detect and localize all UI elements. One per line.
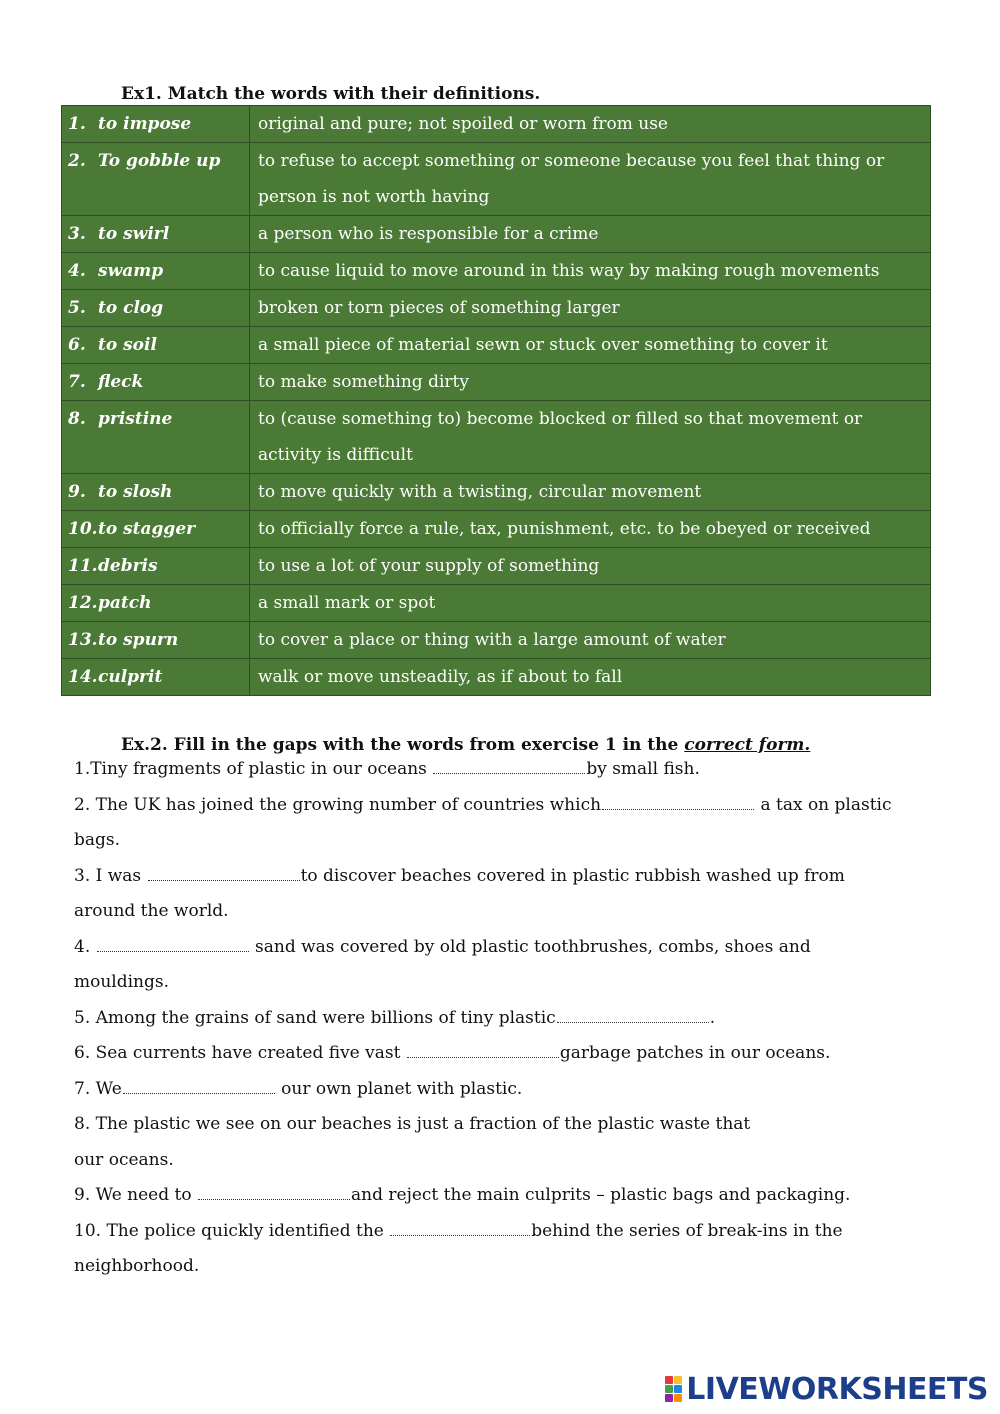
sentence-text: 1.Tiny fragments of plastic in our oceans (74, 759, 433, 779)
vocab-word: to spurn (98, 630, 179, 650)
table-row (62, 106, 931, 143)
liveworksheets-logo (665, 1372, 988, 1406)
logo-text: LIVEWORKSHEETS (686, 1371, 988, 1407)
definition: to make something dirty (250, 364, 931, 401)
sentence-text: behind the series of break-ins in the neighborhood. (74, 1220, 843, 1276)
gap-fill-sentences (74, 752, 904, 1285)
vocab-word: swamp (98, 261, 164, 281)
vocab-word: to impose (98, 114, 192, 134)
vocab-word-cell (62, 143, 250, 216)
sentence-7 (74, 1072, 904, 1108)
sentence-4 (74, 930, 904, 1001)
definition: to (cause something to) become blocked or filled so that movement or activity is difficult (250, 401, 931, 474)
table-row (62, 585, 931, 622)
vocab-word-cell (62, 253, 250, 290)
answer-gap-3[interactable] (148, 860, 300, 881)
vocab-word-cell (62, 585, 250, 622)
item-number: 9. (68, 482, 86, 502)
sentence-text: 2. The UK has joined the growing number of countries which (74, 794, 602, 815)
table-row (62, 401, 931, 474)
sentence-text: sand was covered by old plastic toothbrushes, combs, shoes and mouldings. (74, 936, 811, 992)
definition: a small mark or spot (250, 585, 931, 622)
sentence-2 (74, 788, 904, 859)
vocab-word: to slosh (98, 482, 173, 502)
sentence-text: 4. (74, 936, 96, 957)
table-row (62, 622, 931, 659)
answer-gap-7[interactable] (123, 1073, 275, 1094)
vocab-word-cell (62, 216, 250, 253)
definition: walk or move unsteadily, as if about to fall (250, 659, 931, 696)
table-row (62, 143, 931, 216)
item-number: 1. (68, 114, 86, 134)
vocab-word-cell (62, 290, 250, 327)
item-number: 2. (68, 151, 86, 171)
vocab-word-cell (62, 622, 250, 659)
vocab-word-cell (62, 401, 250, 474)
matching-table (61, 105, 931, 696)
answer-gap-10[interactable] (390, 1215, 530, 1236)
definition: broken or torn pieces of something larger (250, 290, 931, 327)
table-row (62, 659, 931, 696)
sentence-text: garbage patches in our oceans. (559, 1043, 831, 1063)
sentence-text: a tax on plastic bags. (74, 794, 892, 850)
definition: a person who is responsible for a crime (250, 216, 931, 253)
sentence-text: our oceans. (74, 1149, 174, 1170)
sentence-text: and reject the main culprits – plastic bags and packaging. (351, 1185, 851, 1205)
sentence-3 (74, 859, 904, 930)
vocab-word-cell (62, 106, 250, 143)
answer-gap-9[interactable] (198, 1179, 350, 1200)
table-row (62, 548, 931, 585)
vocab-word: to stagger (98, 519, 196, 539)
definition: to cause liquid to move around in this way by making rough movements (250, 253, 931, 290)
sentence-1 (74, 752, 904, 788)
item-number: 13. (68, 630, 98, 650)
sentence-8 (74, 1107, 904, 1178)
vocab-word-cell (62, 548, 250, 585)
answer-gap-6[interactable] (407, 1037, 559, 1058)
vocab-word: to clog (98, 298, 164, 318)
table-row (62, 364, 931, 401)
table-row (62, 327, 931, 364)
table-row (62, 253, 931, 290)
vocab-word-cell (62, 511, 250, 548)
exercise-2-title-emphasis: correct form. (684, 735, 811, 755)
sentence-text: our own planet with plastic. (275, 1078, 523, 1099)
item-number: 7. (68, 372, 86, 392)
sentence-text: to discover beaches covered in plastic rubbish washed up from around the world. (74, 865, 845, 921)
vocab-word: to soil (98, 335, 157, 355)
vocab-word: to swirl (98, 224, 170, 244)
exercise-1-title: Ex1. Match the words with their definitions. (121, 84, 541, 104)
table-row (62, 474, 931, 511)
sentence-text: 7. We (74, 1078, 122, 1099)
answer-gap-5[interactable] (557, 1002, 709, 1023)
sentence-text: 8. The plastic we see on our beaches is just a fraction of the plastic waste that (74, 1114, 751, 1134)
sentence-9 (74, 1178, 904, 1214)
table-row (62, 290, 931, 327)
answer-gap-4[interactable] (97, 931, 249, 952)
definition: a small piece of material sewn or stuck over something to cover it (250, 327, 931, 364)
definition: to officially force a rule, tax, punishment, etc. to be obeyed or received (250, 511, 931, 548)
sentence-text: 9. We need to (74, 1185, 198, 1205)
vocab-word: pristine (98, 409, 173, 429)
item-number: 10. (68, 519, 98, 539)
sentence-text: 5. Among the grains of sand were billions of tiny plastic (74, 1007, 556, 1028)
answer-gap-2[interactable] (602, 789, 754, 810)
sentence-text: 3. I was (74, 865, 147, 886)
sentence-text: 10. The police quickly identified the (74, 1220, 390, 1241)
sentence-6 (74, 1036, 904, 1072)
answer-gap-1[interactable] (433, 753, 585, 774)
item-number: 14. (68, 667, 98, 687)
vocab-word: culprit (98, 667, 163, 687)
item-number: 8. (68, 409, 86, 429)
item-number: 3. (68, 224, 86, 244)
vocab-word-cell (62, 364, 250, 401)
table-row (62, 511, 931, 548)
sentence-text: 6. Sea currents have created five vast (74, 1043, 406, 1063)
sentence-text: by small fish. (586, 759, 700, 779)
item-number: 5. (68, 298, 86, 318)
vocab-word: To gobble up (98, 151, 221, 171)
vocab-word: fleck (98, 372, 144, 392)
vocab-word-cell (62, 659, 250, 696)
definition: original and pure; not spoiled or worn from use (250, 106, 931, 143)
item-number: 6. (68, 335, 86, 355)
item-number: 11. (68, 556, 98, 576)
liveworksheets-logo-icon (665, 1376, 682, 1402)
vocab-word-cell (62, 327, 250, 364)
sentence-10 (74, 1214, 904, 1285)
vocab-word-cell (62, 474, 250, 511)
sentence-5 (74, 1001, 904, 1037)
definition: to use a lot of your supply of something (250, 548, 931, 585)
item-number: 12. (68, 593, 98, 613)
sentence-text: . (709, 1007, 716, 1028)
definition: to refuse to accept something or someone because you feel that thing or person is not worth having (250, 143, 931, 216)
vocab-word: debris (98, 556, 158, 576)
item-number: 4. (68, 261, 86, 281)
exercise-2-title-text: Ex.2. Fill in the gaps with the words from exercise 1 in the (121, 735, 685, 755)
definition: to move quickly with a twisting, circular movement (250, 474, 931, 511)
vocab-word: patch (98, 593, 152, 613)
definition: to cover a place or thing with a large amount of water (250, 622, 931, 659)
table-row (62, 216, 931, 253)
